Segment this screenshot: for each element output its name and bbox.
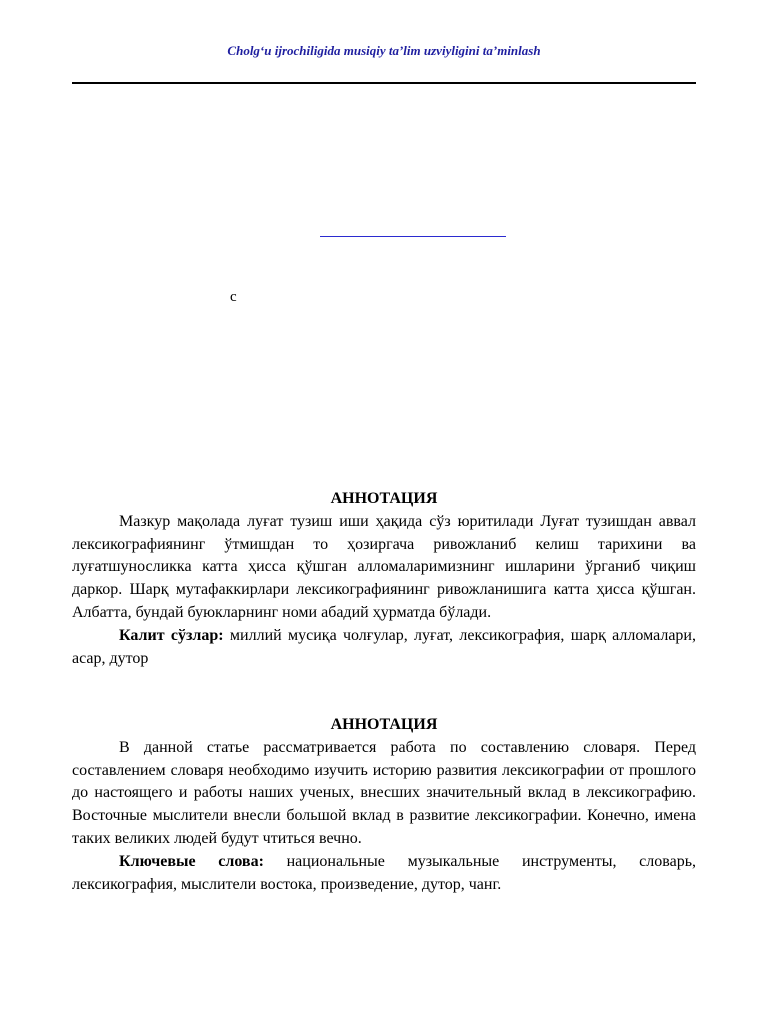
running-title: Cholg‘u ijrochiligida musiqiy ta’lim uzviyligini ta’minlash xyxy=(227,43,541,58)
keywords-text: национальные музыкальные инструменты, словарь, лексикография, мыслители востока, произведение, дутор, чанг. xyxy=(72,852,696,893)
keywords-text: миллий мусиқа чолғулар, луғат, лексикография, шарқ алломалари, асар, дутор xyxy=(72,626,696,667)
annotation-russian xyxy=(72,714,696,896)
keywords-label: Ключевые слова: xyxy=(119,852,264,870)
annotation-heading: АННОТАЦИЯ xyxy=(330,716,438,733)
keywords-label: Калит сўзлар: xyxy=(119,626,224,644)
annotation-heading: АННОТАЦИЯ xyxy=(330,490,438,507)
hyperlink-underline[interactable] xyxy=(320,236,506,237)
keywords-paragraph xyxy=(72,625,696,671)
annotation-uzbek xyxy=(72,488,696,670)
stray-character: с xyxy=(230,289,237,305)
keywords-paragraph xyxy=(72,851,696,897)
annotation-body: Мазкур мақолада луғат тузиш иши ҳақида сўз юритилади Луғат тузишдан аввал лексикографиянинг ўтмишдан то ҳозиргача ривожланиб келиш тарихини ва луғатшуносликка катта ҳисса қўшган алломаларимизнинг ишларини ўрганиб чиқиш даркор. Шарқ мутафаккирлари лексикографиянинг ривожланишига катта ҳисса қўшган. Албатта, бундай буюкларнинг номи абадий ҳурматда бўлади. xyxy=(72,512,696,621)
header-rule xyxy=(72,82,696,84)
annotation-body: В данной статье рассматривается работа по составлению словаря. Перед составлением словаря необходимо изучить историю развития лексикографии от прошлого до настоящего и работы наших ученых, внесших значительный вклад в лексикографию. Восточные мыслители внесли большой вклад в развитие лексикографии. Конечно, имена таких великих людей будут чтиться вечно. xyxy=(72,738,696,847)
